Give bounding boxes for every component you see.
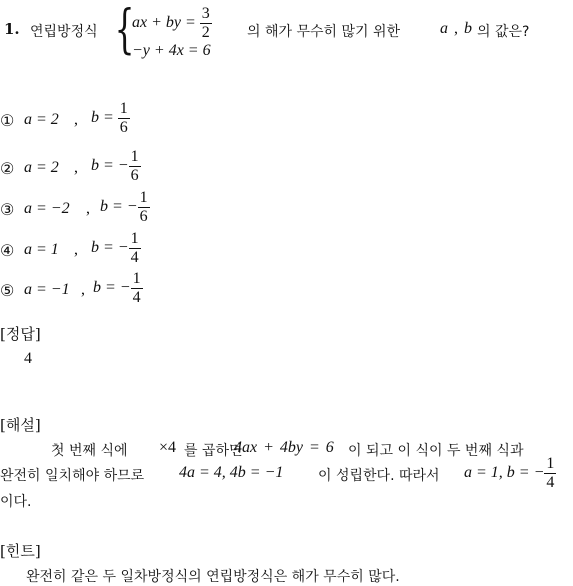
fraction-denominator: 6 xyxy=(130,167,139,184)
fraction-numerator: 1 xyxy=(139,189,148,206)
option-b-value xyxy=(91,101,130,136)
var-b: b xyxy=(464,20,472,37)
solution-line-3: 이다. xyxy=(0,494,32,510)
option-b-value xyxy=(91,231,141,266)
option-a-value: a = 2 xyxy=(24,111,59,128)
var-a: a xyxy=(440,20,448,37)
option-b-prefix: b = − xyxy=(100,198,138,216)
fraction-numerator: 1 xyxy=(546,455,555,472)
option-a-value: a = −2 xyxy=(24,200,70,217)
fraction-denominator: 4 xyxy=(130,249,139,266)
option-b-prefix: b = xyxy=(91,109,118,127)
option-a-value: a = 1 xyxy=(24,241,59,258)
fraction-denominator: 4 xyxy=(132,289,141,306)
equation-2: −y + 4x = 6 xyxy=(132,42,211,59)
solution-text: 이 성립한다. 따라서 xyxy=(318,468,440,484)
equation-1 xyxy=(132,6,212,41)
solution-label: [해설] xyxy=(0,416,41,434)
option-b-value xyxy=(100,190,150,225)
solution-text: 를 곱하면 xyxy=(184,443,243,459)
option-b-prefix: b = − xyxy=(91,157,129,175)
option-fraction xyxy=(131,271,143,306)
solution-text: 완전히 일치해야 하므로 xyxy=(0,468,145,484)
option-comma: , xyxy=(81,281,85,298)
fraction-numerator: 1 xyxy=(130,230,139,247)
question xyxy=(4,0,569,66)
fraction-numerator: 1 xyxy=(132,270,141,287)
solution-text: 첫 번째 식에 xyxy=(51,443,128,459)
option-b-value xyxy=(91,149,141,184)
option-mark: ② xyxy=(0,159,15,178)
option-a-value: a = 2 xyxy=(24,159,59,176)
option-mark: ① xyxy=(0,111,15,130)
fraction-denominator: 6 xyxy=(119,119,128,136)
system-brace: { xyxy=(114,0,135,60)
question-suffix-a: 의 해가 무수히 많기 위한 xyxy=(247,24,401,40)
option-mark: ⑤ xyxy=(0,281,15,300)
fraction-denominator: 6 xyxy=(139,208,148,225)
answer-label: [정답] xyxy=(0,325,41,343)
question-suffix-b: 의 값은? xyxy=(477,24,530,40)
solution-text: 이 되고 이 식이 두 번째 식과 xyxy=(348,443,524,459)
answer-value: 4 xyxy=(24,350,32,367)
option-comma: , xyxy=(74,241,78,258)
solution-line-2 xyxy=(0,456,573,496)
equation-1-fraction xyxy=(200,6,212,41)
solution-math: 4ax + 4by = 6 xyxy=(234,439,334,456)
option-b-prefix: b = − xyxy=(91,239,129,257)
equation-1-left: ax + by = xyxy=(132,14,200,32)
option-comma: , xyxy=(74,111,78,128)
solution-fraction xyxy=(544,456,556,491)
solution-math xyxy=(464,456,556,491)
option-fraction xyxy=(129,149,141,184)
option-fraction xyxy=(129,231,141,266)
solution-math: 4a = 4, 4b = −1 xyxy=(179,464,284,481)
option-mark: ④ xyxy=(0,241,15,260)
fraction-numerator: 3 xyxy=(201,5,210,22)
option-comma: , xyxy=(86,200,90,217)
fraction-numerator: 1 xyxy=(130,148,139,165)
option-b-value xyxy=(93,271,143,306)
option-b-prefix: b = − xyxy=(93,279,131,297)
hint-text: 완전히 같은 두 일차방정식의 연립방정식은 해가 무수히 많다. xyxy=(26,569,400,585)
solution-math-prefix: a = 1, b = − xyxy=(464,464,545,482)
solution-math: ×4 xyxy=(159,439,177,456)
fraction-denominator: 4 xyxy=(546,474,555,491)
option-a-value: a = −1 xyxy=(24,281,70,298)
question-comma: , xyxy=(454,20,458,37)
question-number: 1. xyxy=(4,20,20,38)
option-fraction xyxy=(138,190,150,225)
hint-label: [힌트] xyxy=(0,542,41,560)
option-comma: , xyxy=(74,159,78,176)
option-mark: ③ xyxy=(0,200,15,219)
option-fraction xyxy=(118,101,130,136)
question-prefix: 연립방정식 xyxy=(30,24,98,40)
fraction-numerator: 1 xyxy=(119,100,128,117)
fraction-denominator: 2 xyxy=(201,24,210,41)
